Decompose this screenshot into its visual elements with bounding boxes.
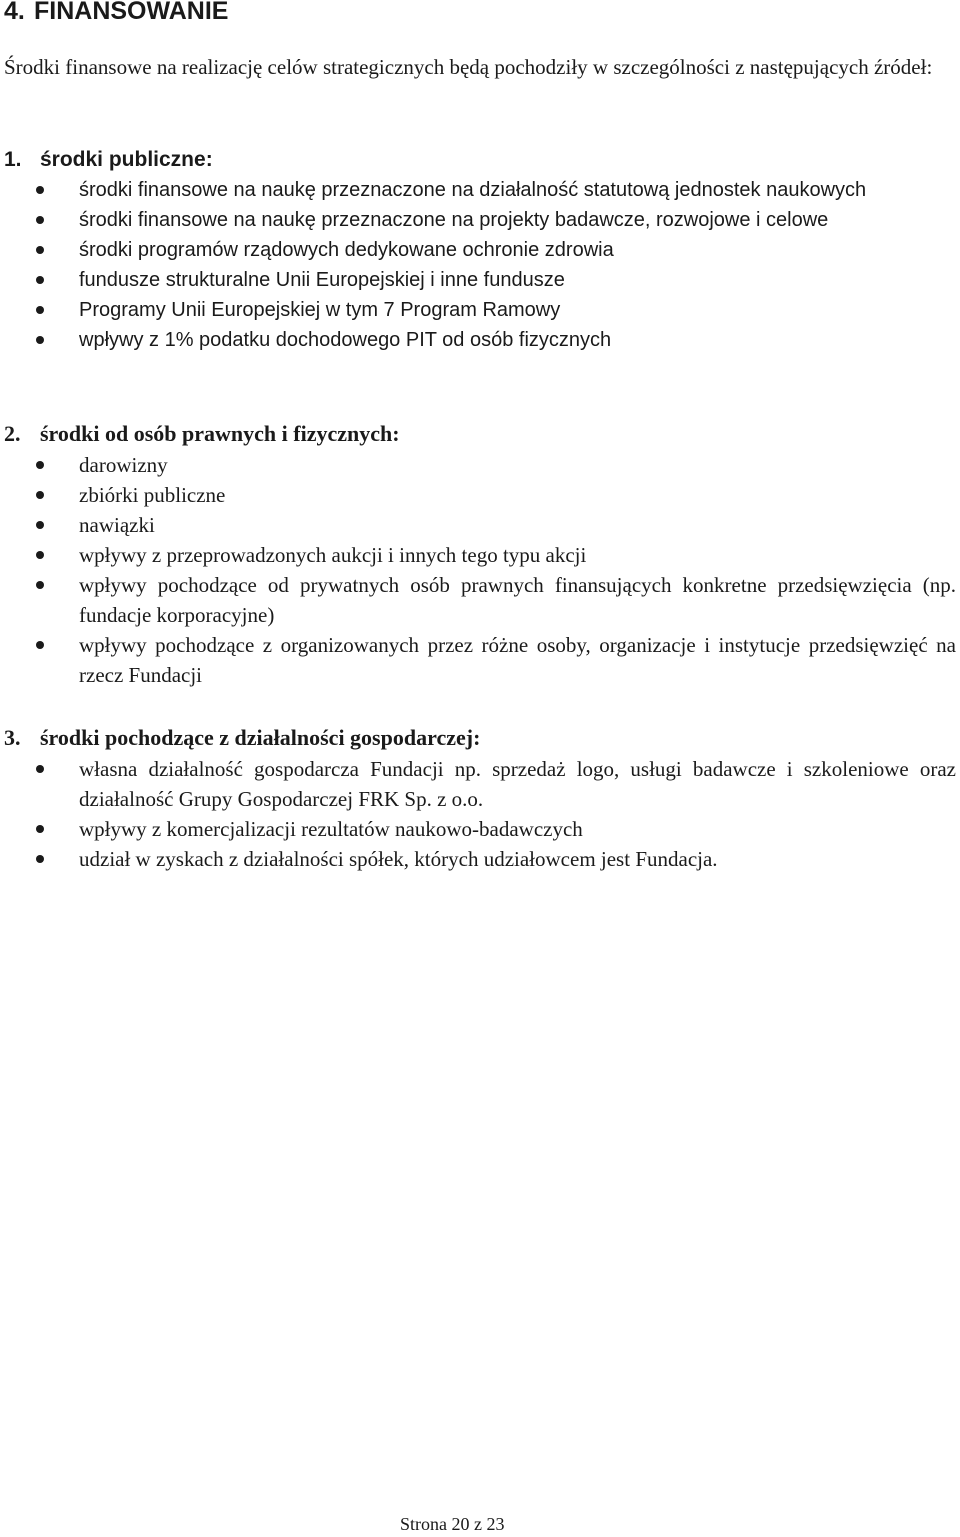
list-item-text: udział w zyskach z działalności spółek, których udziałowcem jest Fundacja. (79, 847, 718, 871)
list-item (0, 570, 960, 630)
list-item-text: środki finansowe na naukę przeznaczone na działalność statutową jednostek naukowych (79, 179, 867, 201)
list-item (0, 205, 960, 235)
list-item (0, 235, 960, 265)
bullet-list-business (0, 754, 960, 874)
list-item-text: fundusze strukturalne Unii Europejskiej i inne fundusze (79, 269, 565, 291)
list-item (0, 480, 960, 510)
subsection-title-private (4, 419, 400, 449)
bullet-icon (36, 306, 44, 314)
list-item-text: wpływy z przeprowadzonych aukcji i innych tego typu akcji (79, 543, 587, 567)
heading-number: 4. (4, 0, 25, 25)
bullet-icon (36, 641, 44, 649)
list-item-text: darowizny (79, 453, 168, 477)
bullet-icon (36, 521, 44, 529)
list-item-text: własna działalność gospodarcza Fundacji np. sprzedaż logo, usługi badawcze i szkoleniowe oraz działalność Grupy Gospodarczej FRK Sp. z o.o. (79, 757, 956, 811)
bullet-icon (36, 246, 44, 254)
subsection-title: środki publiczne: (40, 148, 213, 171)
list-item (0, 450, 960, 480)
list-item (0, 175, 960, 205)
subsection-number: 3. (4, 725, 21, 750)
bullet-icon (36, 765, 44, 773)
list-item-text: wpływy z 1% podatku dochodowego PIT od osób fizycznych (79, 329, 612, 351)
page-footer: Strona 20 z 23 (400, 1514, 505, 1534)
subsection-title: środki pochodzące z działalności gospodarczej: (40, 725, 481, 750)
list-item (0, 844, 960, 874)
list-item-text: wpływy pochodzące od prywatnych osób prawnych finansujących konkretne przedsięwzięcia (np. fundacje korporacyjne) (79, 573, 956, 627)
subsection-title: środki od osób prawnych i fizycznych: (40, 421, 400, 446)
list-item-text: wpływy z komercjalizacji rezultatów naukowo-badawczych (79, 817, 583, 841)
list-item (0, 754, 960, 814)
list-item (0, 265, 960, 295)
bullet-icon (36, 855, 44, 863)
subsection-number: 1. (4, 148, 22, 171)
bullet-icon (36, 216, 44, 224)
subsection-title-business (4, 723, 480, 753)
list-item (0, 814, 960, 844)
list-item-text: wpływy pochodzące z organizowanych przez różne osoby, organizacje i instytucje przedsięwzięć na rzecz Fundacji (79, 633, 956, 687)
bullet-icon (36, 336, 44, 344)
bullet-icon (36, 276, 44, 284)
heading-title: FINANSOWANIE (34, 0, 229, 25)
bullet-list-private (0, 450, 960, 690)
list-item-text: Programy Unii Europejskiej w tym 7 Program Ramowy (79, 299, 561, 321)
intro-paragraph: Środki finansowe na realizację celów strategicznych będą pochodziły w szczególności z następujących źródeł: (4, 55, 933, 79)
list-item (0, 630, 960, 690)
list-item-text: zbiórki publiczne (79, 483, 226, 507)
list-item (0, 540, 960, 570)
bullet-icon (36, 581, 44, 589)
list-item (0, 295, 960, 325)
bullet-icon (36, 551, 44, 559)
bullet-list-public (0, 175, 960, 355)
bullet-icon (36, 491, 44, 499)
subsection-title-public (4, 145, 213, 175)
list-item-text: środki programów rządowych dedykowane ochronie zdrowia (79, 239, 614, 261)
bullet-icon (36, 825, 44, 833)
bullet-icon (36, 186, 44, 194)
subsection-number: 2. (4, 421, 21, 446)
list-item (0, 325, 960, 355)
list-item-text: nawiązki (79, 513, 155, 537)
list-item (0, 510, 960, 540)
bullet-icon (36, 461, 44, 469)
list-item-text: środki finansowe na naukę przeznaczone na projekty badawcze, rozwojowe i celowe (79, 209, 829, 231)
section-heading (4, 0, 228, 28)
